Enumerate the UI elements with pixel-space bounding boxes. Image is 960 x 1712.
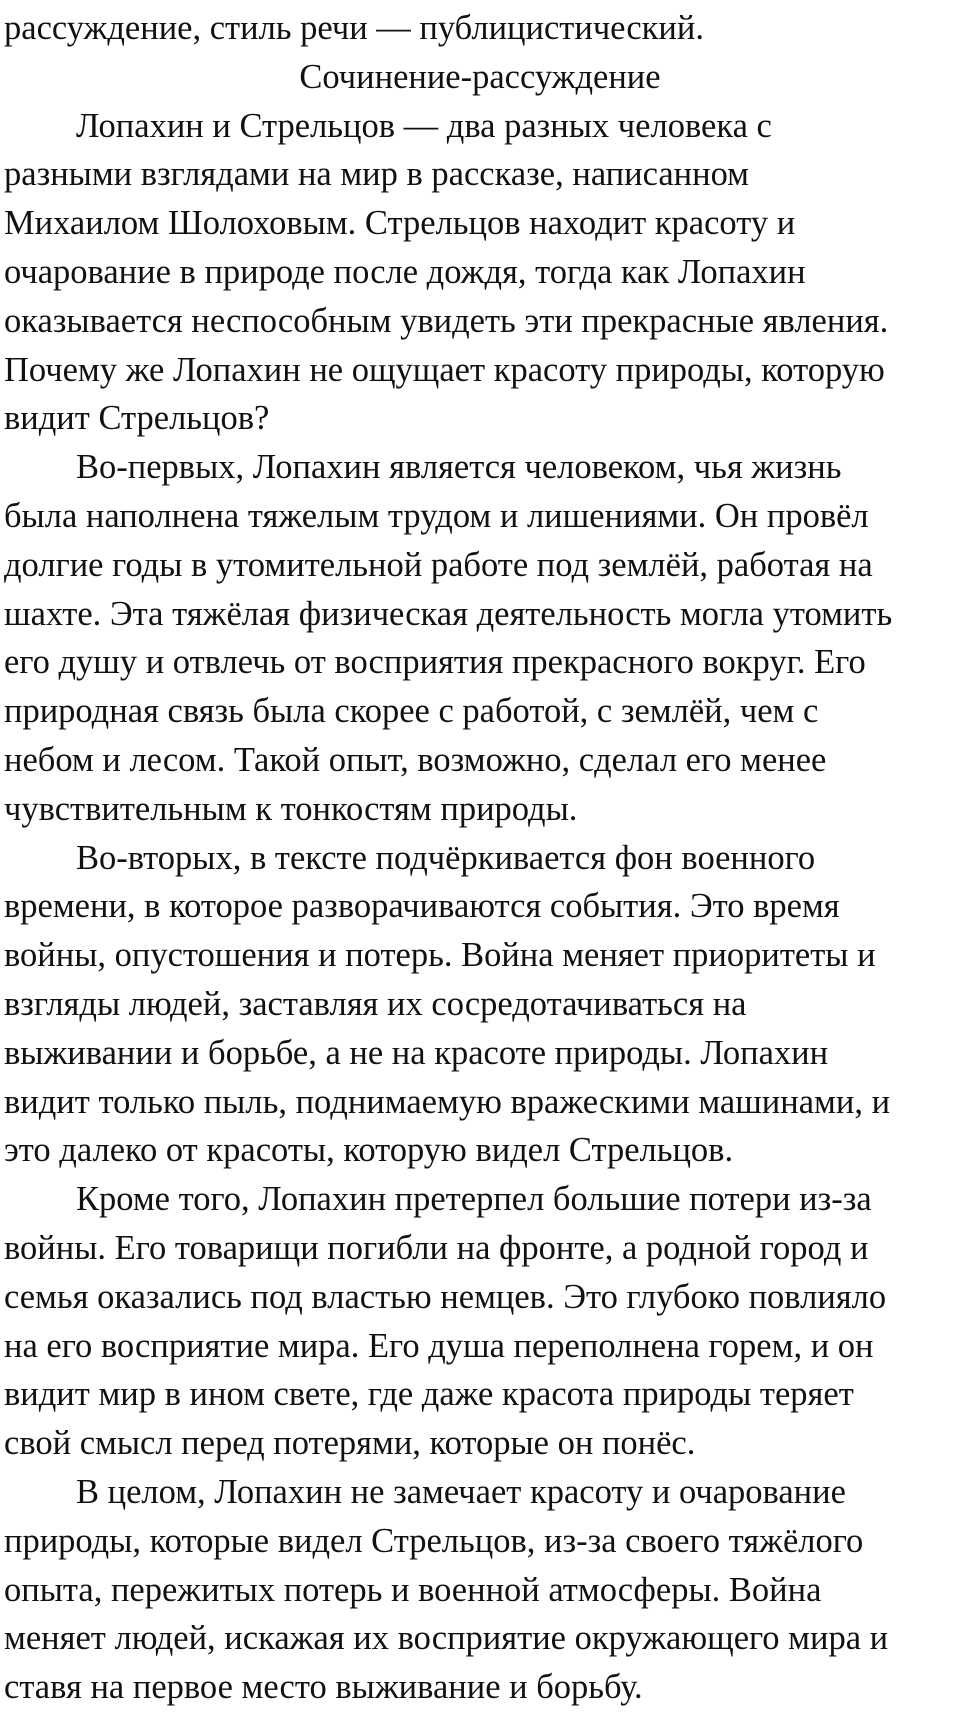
essay-title: Сочинение-рассуждение [299, 57, 661, 96]
text-line: выживании и борьбе, а не на красоте природы. Лопахин [4, 1033, 829, 1072]
text-line: свой смысл перед потерями, которые он понёс. [4, 1424, 696, 1463]
text-line: Лопахин и Стрельцов — два разных человека с [76, 106, 772, 145]
text-line: Михаилом Шолоховым. Стрельцов находит красоту и [4, 204, 796, 243]
text-line: очарование в природе после дождя, тогда как Лопахин [4, 252, 806, 291]
paragraph-1 [4, 102, 960, 444]
text-line: В целом, Лопахин не замечает красоту и очарование [76, 1472, 846, 1511]
text-line: войны. Его товарищи погибли на фронте, а родной город и [4, 1228, 869, 1267]
text-line: Почему же Лопахин не ощущает красоту природы, которую [4, 350, 885, 389]
paragraph-3 [4, 834, 960, 1176]
paragraph-5 [4, 1468, 960, 1712]
text-line: видит только пыль, поднимаемую вражескими машинами, и [4, 1082, 891, 1121]
text-line: его душу и отвлечь от восприятия прекрасного вокруг. Его [4, 643, 866, 682]
text-line: Кроме того, Лопахин претерпел большие потери из-за [76, 1180, 872, 1219]
intro-line: рассуждение, стиль речи — публицистический. [4, 9, 704, 47]
text-line: природы, которые видел Стрельцов, из-за своего тяжёлого [4, 1521, 864, 1560]
paragraph-4 [4, 1175, 960, 1468]
paragraph-2 [4, 443, 960, 833]
text-line: небом и лесом. Такой опыт, возможно, сделал его менее [4, 740, 827, 779]
text-line: Во-вторых, в тексте подчёркивается фон военного [76, 838, 816, 877]
text-line: разными взглядами на мир в рассказе, написанном [4, 155, 750, 194]
text-line: шахте. Эта тяжёлая физическая деятельность могла утомить [4, 594, 893, 633]
text-line: семья оказались под властью немцев. Это глубоко повлияло [4, 1277, 887, 1316]
text-line: видит Стрельцов? [4, 399, 270, 438]
text-line: Во-первых, Лопахин является человеком, чья жизнь [76, 448, 842, 487]
text-line: была наполнена тяжелым трудом и лишениями. Он провёл [4, 496, 869, 535]
text-line: времени, в которое разворачиваются события. Это время [4, 887, 840, 926]
text-line: взгляды людей, заставляя их сосредотачиваться на [4, 984, 747, 1023]
text-line: меняет людей, искажая их восприятие окружающего мира и [4, 1619, 889, 1658]
text-line: оказывается неспособным увидеть эти прекрасные явления. [4, 301, 889, 340]
text-line: долгие годы в утомительной работе под землёй, работая на [4, 545, 873, 584]
text-line: на его восприятие мира. Его душа переполнена горем, и он [4, 1326, 874, 1365]
text-line: природная связь была скорее с работой, с землёй, чем с [4, 692, 819, 731]
text-line: опыта, пережитых потерь и военной атмосферы. Война [4, 1570, 822, 1609]
text-line: чувствительным к тонкостям природы. [4, 789, 578, 828]
text-line: это далеко от красоты, которую видел Стрельцов. [4, 1131, 734, 1170]
text-line: видит мир в ином свете, где даже красота природы теряет [4, 1375, 854, 1414]
text-line: ставя на первое место выживание и борьбу. [4, 1668, 643, 1707]
text-line: войны, опустошения и потерь. Война меняет приоритеты и [4, 936, 876, 975]
